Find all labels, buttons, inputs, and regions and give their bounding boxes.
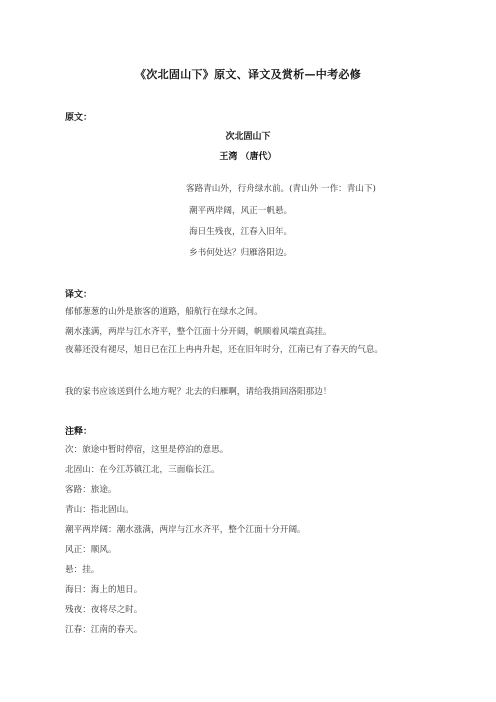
note-line: 江春：江南的春天。	[65, 625, 143, 635]
note-line: 风正：顺风。	[65, 545, 117, 555]
translation-line: 郁郁葱葱的山外是旅客的道路，船航行在绿水之间。	[65, 307, 263, 317]
translation-line: 潮水涨满，两岸与江水齐平，整个江面十分开阔，帆顺着风端直高挂。	[65, 327, 332, 337]
note-line: 潮平两岸阔：潮水涨满，两岸与江水齐平，整个江面十分开阔。	[65, 525, 306, 535]
note-line: 悬：挂。	[65, 565, 100, 575]
note-line: 青山：指北固山。	[65, 505, 134, 515]
translation-line: 我的家书应该送到什么地方呢？北去的归雁啊，请给我捎回洛阳那边！	[65, 387, 332, 397]
original-section-label: 原文：	[65, 113, 93, 123]
document-title: 《次北固山下》原文、译文及赏析—中考必修	[135, 68, 361, 81]
poem-line: 客路青山外，行舟绿水前。(青山外 一作：青山下)	[186, 184, 376, 194]
poem-line: 乡书何处达？归雁洛阳边。	[189, 248, 293, 258]
poem-line: 海日生残夜，江春入旧年。	[189, 227, 293, 237]
translation-section-label: 译文：	[65, 290, 93, 300]
note-line: 北固山：在今江苏镇江北，三面临长江。	[65, 465, 220, 475]
notes-section-label: 注释：	[65, 427, 93, 437]
poem-line: 潮平两岸阔，风正一帆悬。	[189, 206, 293, 216]
note-line: 残夜：夜将尽之时。	[65, 605, 143, 615]
note-line: 客路：旅途。	[65, 485, 117, 495]
note-line: 海日：海上的旭日。	[65, 585, 143, 595]
poem-author: 王湾 （唐代）	[219, 152, 277, 162]
poem-title: 次北固山下	[225, 132, 271, 142]
note-line: 次：旅途中暂时停宿，这里是停泊的意思。	[65, 445, 229, 455]
translation-line: 夜幕还没有褪尽，旭日已在江上冉冉升起，还在旧年时分，江南已有了春天的气息。	[65, 345, 383, 355]
